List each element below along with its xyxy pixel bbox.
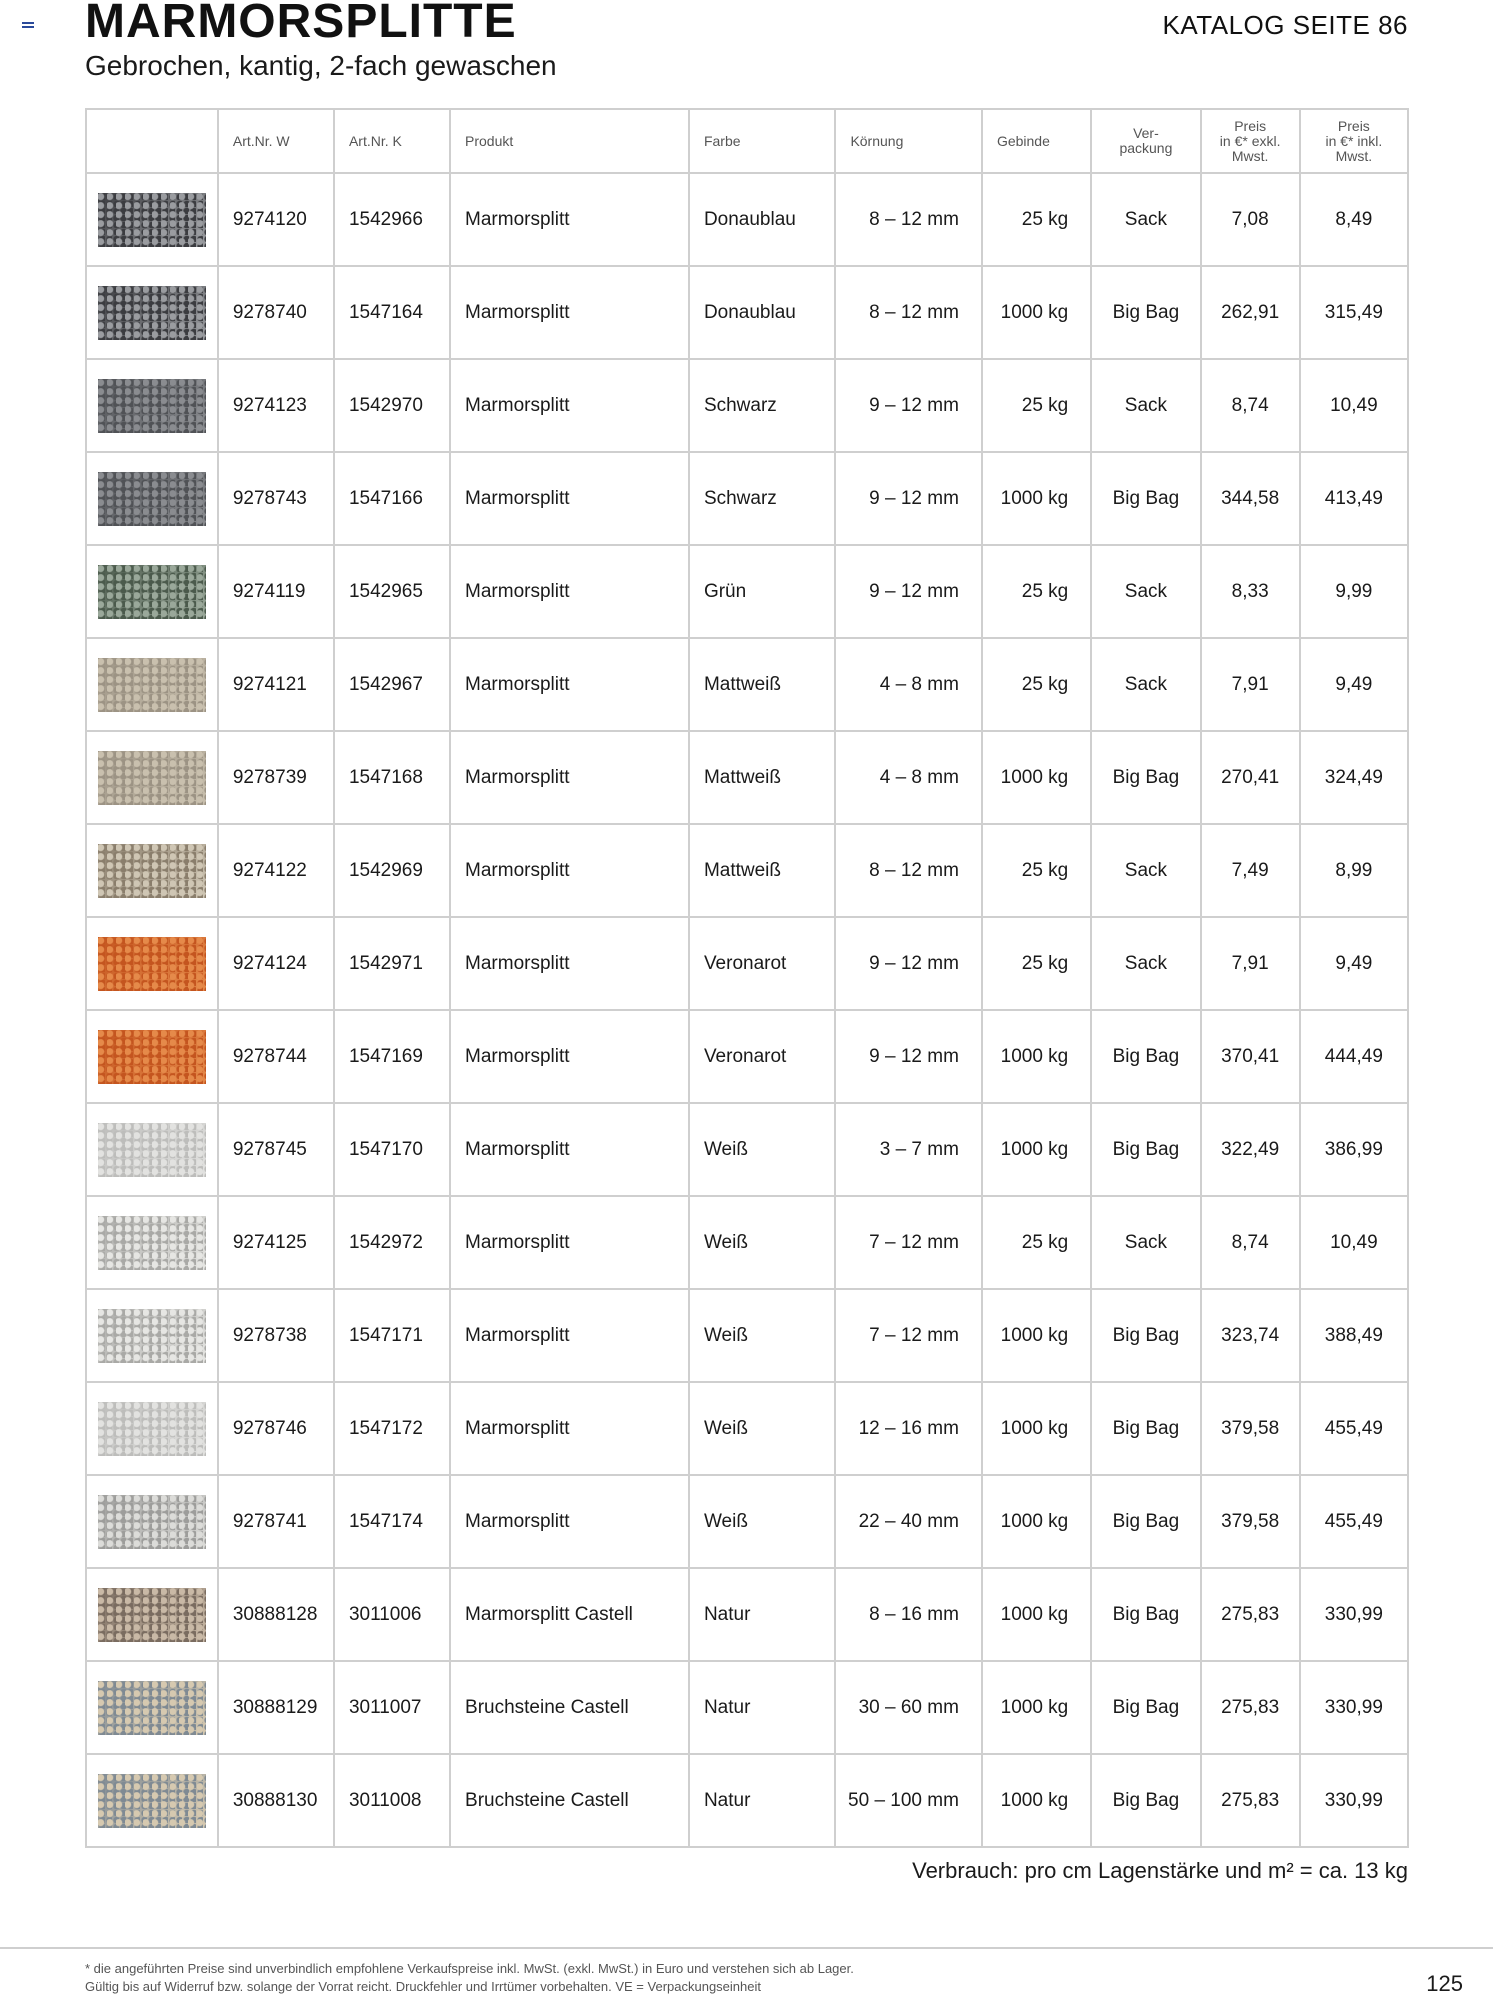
farbe-cell: Schwarz [689, 452, 836, 545]
table-header-row [86, 109, 1408, 173]
preis-inkl-cell: 455,49 [1300, 1475, 1408, 1568]
schwarz-stone-image [98, 472, 206, 526]
art-nr-k-cell: 1547171 [334, 1289, 450, 1382]
art-nr-k-cell: 1542967 [334, 638, 450, 731]
consumption-note: Verbrauch: pro cm Lagenstärke und m² = ca. 13 kg [912, 1858, 1408, 1883]
table-row [86, 1382, 1408, 1475]
table-row [86, 545, 1408, 638]
preis-exkl-cell: 7,91 [1201, 917, 1300, 1010]
art-nr-k-cell: 3011008 [334, 1754, 450, 1847]
art-nr-w-cell: 30888130 [218, 1754, 334, 1847]
produkt-cell: Marmorsplitt [450, 452, 689, 545]
preis-inkl-cell: 8,49 [1300, 173, 1408, 266]
preis-exkl-cell: 7,91 [1201, 638, 1300, 731]
product-image-cell [86, 1010, 218, 1103]
preis-exkl-cell: 344,58 [1201, 452, 1300, 545]
gebinde-cell: 1000 kg [982, 1382, 1091, 1475]
header-verpackung: Ver- packung [1091, 109, 1200, 173]
koernung-cell: 7 – 12 mm [835, 1289, 982, 1382]
table-row [86, 1289, 1408, 1382]
page-title: MARMORSPLITTE [85, 0, 517, 48]
farbe-cell: Mattweiß [689, 638, 836, 731]
gebinde-cell: 1000 kg [982, 1010, 1091, 1103]
koernung-cell: 8 – 16 mm [835, 1568, 982, 1661]
table-row [86, 1661, 1408, 1754]
farbe-cell: Mattweiß [689, 731, 836, 824]
gebinde-cell: 25 kg [982, 917, 1091, 1010]
schwarz-stone-image [98, 379, 206, 433]
art-nr-w-cell: 9278744 [218, 1010, 334, 1103]
table-row [86, 824, 1408, 917]
produkt-cell: Marmorsplitt [450, 545, 689, 638]
verpackung-cell: Big Bag [1091, 1475, 1200, 1568]
donaublau-stone-image [98, 286, 206, 340]
produkt-cell: Marmorsplitt [450, 266, 689, 359]
koernung-cell: 50 – 100 mm [835, 1754, 982, 1847]
koernung-cell: 7 – 12 mm [835, 1196, 982, 1289]
verpackung-cell: Sack [1091, 824, 1200, 917]
verpackung-cell: Sack [1091, 917, 1200, 1010]
verpackung-cell: Sack [1091, 545, 1200, 638]
art-nr-k-cell: 1542969 [334, 824, 450, 917]
koernung-cell: 9 – 12 mm [835, 917, 982, 1010]
verpackung-cell: Big Bag [1091, 1661, 1200, 1754]
product-image-cell [86, 1382, 218, 1475]
preis-exkl-cell: 262,91 [1201, 266, 1300, 359]
farbe-cell: Natur [689, 1754, 836, 1847]
art-nr-k-cell: 1542971 [334, 917, 450, 1010]
veronarot-stone-image [98, 937, 206, 991]
product-image-cell [86, 1568, 218, 1661]
art-nr-w-cell: 9274125 [218, 1196, 334, 1289]
gebinde-cell: 25 kg [982, 173, 1091, 266]
product-image-cell [86, 731, 218, 824]
art-nr-w-cell: 30888129 [218, 1661, 334, 1754]
art-nr-k-cell: 1547166 [334, 452, 450, 545]
product-image-cell [86, 824, 218, 917]
product-image-cell [86, 1475, 218, 1568]
art-nr-w-cell: 9274119 [218, 545, 334, 638]
weiss-fine-stone-image [98, 1123, 206, 1177]
farbe-cell: Donaublau [689, 173, 836, 266]
koernung-cell: 9 – 12 mm [835, 545, 982, 638]
gebinde-cell: 1000 kg [982, 266, 1091, 359]
gebinde-cell: 1000 kg [982, 1568, 1091, 1661]
header-preis-inkl: Preis in €* inkl. Mwst. [1300, 109, 1408, 173]
product-image-cell [86, 1196, 218, 1289]
footnote-line-2: Gültig bis auf Widerruf bzw. solange der Vorrat reicht. Druckfehler und Irrtümer vorbehalten. VE = Verpackungseinheit [85, 1979, 761, 1994]
koernung-cell: 9 – 12 mm [835, 452, 982, 545]
art-nr-k-cell: 1547164 [334, 266, 450, 359]
preis-exkl-cell: 270,41 [1201, 731, 1300, 824]
product-image-cell [86, 1103, 218, 1196]
preis-exkl-cell: 379,58 [1201, 1475, 1300, 1568]
gebinde-cell: 1000 kg [982, 1103, 1091, 1196]
table-body [86, 173, 1408, 1847]
gebinde-cell: 25 kg [982, 1196, 1091, 1289]
koernung-cell: 12 – 16 mm [835, 1382, 982, 1475]
preis-exkl-cell: 275,83 [1201, 1568, 1300, 1661]
preis-exkl-cell: 275,83 [1201, 1661, 1300, 1754]
gebinde-cell: 25 kg [982, 359, 1091, 452]
koernung-cell: 8 – 12 mm [835, 266, 982, 359]
koernung-cell: 3 – 7 mm [835, 1103, 982, 1196]
mattweiss-stone-image [98, 751, 206, 805]
produkt-cell: Marmorsplitt [450, 1382, 689, 1475]
preis-inkl-cell: 8,99 [1300, 824, 1408, 917]
art-nr-k-cell: 1547170 [334, 1103, 450, 1196]
gebinde-cell: 25 kg [982, 638, 1091, 731]
art-nr-w-cell: 9278740 [218, 266, 334, 359]
table-row [86, 638, 1408, 731]
table-row [86, 917, 1408, 1010]
table-row [86, 1475, 1408, 1568]
gebinde-cell: 25 kg [982, 545, 1091, 638]
farbe-cell: Schwarz [689, 359, 836, 452]
produkt-cell: Marmorsplitt [450, 1103, 689, 1196]
table-row [86, 1103, 1408, 1196]
verpackung-cell: Big Bag [1091, 452, 1200, 545]
produkt-cell: Marmorsplitt [450, 359, 689, 452]
preis-inkl-cell: 9,99 [1300, 545, 1408, 638]
product-image-cell [86, 545, 218, 638]
produkt-cell: Marmorsplitt [450, 173, 689, 266]
art-nr-w-cell: 9278743 [218, 452, 334, 545]
verpackung-cell: Sack [1091, 638, 1200, 731]
farbe-cell: Veronarot [689, 1010, 836, 1103]
produkt-cell: Bruchsteine Castell [450, 1754, 689, 1847]
table-row [86, 359, 1408, 452]
header-koernung: Körnung [835, 109, 982, 173]
art-nr-w-cell: 9274122 [218, 824, 334, 917]
verpackung-cell: Big Bag [1091, 1568, 1200, 1661]
preis-exkl-cell: 7,49 [1201, 824, 1300, 917]
product-image-cell [86, 638, 218, 731]
bruchstein-stone-image [98, 1681, 206, 1735]
verpackung-cell: Big Bag [1091, 1010, 1200, 1103]
art-nr-k-cell: 3011006 [334, 1568, 450, 1661]
preis-inkl-cell: 10,49 [1300, 1196, 1408, 1289]
verpackung-cell: Big Bag [1091, 1289, 1200, 1382]
table-row [86, 173, 1408, 266]
product-image-cell [86, 173, 218, 266]
gebinde-cell: 1000 kg [982, 452, 1091, 545]
koernung-cell: 4 – 8 mm [835, 731, 982, 824]
table-row [86, 1196, 1408, 1289]
produkt-cell: Marmorsplitt [450, 1475, 689, 1568]
produkt-cell: Marmorsplitt [450, 731, 689, 824]
verpackung-cell: Big Bag [1091, 266, 1200, 359]
art-nr-w-cell: 9274124 [218, 917, 334, 1010]
koernung-cell: 4 – 8 mm [835, 638, 982, 731]
header-image [86, 109, 218, 173]
castell-stone-image [98, 1588, 206, 1642]
preis-inkl-cell: 413,49 [1300, 452, 1408, 545]
art-nr-k-cell: 1547174 [334, 1475, 450, 1568]
donaublau-stone-image [98, 193, 206, 247]
koernung-cell: 9 – 12 mm [835, 1010, 982, 1103]
mattweiss-coarse-stone-image [98, 844, 206, 898]
table-row [86, 731, 1408, 824]
page-number: 125 [1426, 1971, 1463, 1996]
art-nr-k-cell: 1547172 [334, 1382, 450, 1475]
product-table [85, 108, 1409, 1848]
farbe-cell: Natur [689, 1568, 836, 1661]
table-row [86, 266, 1408, 359]
preis-exkl-cell: 7,08 [1201, 173, 1300, 266]
verpackung-cell: Sack [1091, 1196, 1200, 1289]
farbe-cell: Grün [689, 545, 836, 638]
header-art-nr-w: Art.Nr. W [218, 109, 334, 173]
preis-inkl-cell: 330,99 [1300, 1754, 1408, 1847]
footer-divider [0, 1947, 1493, 1949]
bruchstein-stone-image [98, 1774, 206, 1828]
product-image-cell [86, 452, 218, 545]
footnote-line-1: * die angeführten Preise sind unverbindlich empfohlene Verkaufspreise inkl. MwSt. (exkl. MwSt.) in Euro und verstehen sich ab Lager. [85, 1961, 854, 1976]
farbe-cell: Weiß [689, 1382, 836, 1475]
header-art-nr-k: Art.Nr. K [334, 109, 450, 173]
art-nr-w-cell: 9278738 [218, 1289, 334, 1382]
table-row [86, 452, 1408, 545]
veronarot-stone-image [98, 1030, 206, 1084]
art-nr-k-cell: 1547168 [334, 731, 450, 824]
preis-inkl-cell: 388,49 [1300, 1289, 1408, 1382]
catalog-page-reference: KATALOG SEITE 86 [1162, 10, 1408, 40]
preis-exkl-cell: 8,33 [1201, 545, 1300, 638]
produkt-cell: Marmorsplitt [450, 1010, 689, 1103]
art-nr-w-cell: 9278741 [218, 1475, 334, 1568]
produkt-cell: Marmorsplitt [450, 824, 689, 917]
verpackung-cell: Sack [1091, 173, 1200, 266]
preis-inkl-cell: 330,99 [1300, 1661, 1408, 1754]
preis-exkl-cell: 8,74 [1201, 1196, 1300, 1289]
farbe-cell: Weiß [689, 1475, 836, 1568]
weiss-stone-image [98, 1216, 206, 1270]
product-image-cell [86, 266, 218, 359]
verpackung-cell: Big Bag [1091, 1103, 1200, 1196]
koernung-cell: 8 – 12 mm [835, 824, 982, 917]
koernung-cell: 9 – 12 mm [835, 359, 982, 452]
preis-exkl-cell: 370,41 [1201, 1010, 1300, 1103]
mattweiss-stone-image [98, 658, 206, 712]
produkt-cell: Marmorsplitt [450, 1196, 689, 1289]
produkt-cell: Marmorsplitt Castell [450, 1568, 689, 1661]
weiss-stone-image [98, 1309, 206, 1363]
art-nr-k-cell: 1542966 [334, 173, 450, 266]
gebinde-cell: 25 kg [982, 824, 1091, 917]
koernung-cell: 22 – 40 mm [835, 1475, 982, 1568]
farbe-cell: Weiß [689, 1196, 836, 1289]
farbe-cell: Donaublau [689, 266, 836, 359]
header-gebinde: Gebinde [982, 109, 1091, 173]
art-nr-k-cell: 1542965 [334, 545, 450, 638]
gebinde-cell: 1000 kg [982, 731, 1091, 824]
gebinde-cell: 1000 kg [982, 1475, 1091, 1568]
preis-inkl-cell: 9,49 [1300, 917, 1408, 1010]
art-nr-k-cell: 3011007 [334, 1661, 450, 1754]
verpackung-cell: Sack [1091, 359, 1200, 452]
menu-icon[interactable] [22, 22, 34, 30]
product-image-cell [86, 1754, 218, 1847]
art-nr-k-cell: 1547169 [334, 1010, 450, 1103]
art-nr-k-cell: 1542970 [334, 359, 450, 452]
koernung-cell: 8 – 12 mm [835, 173, 982, 266]
produkt-cell: Marmorsplitt [450, 638, 689, 731]
preis-inkl-cell: 330,99 [1300, 1568, 1408, 1661]
art-nr-w-cell: 9278739 [218, 731, 334, 824]
footnote [85, 1960, 1285, 1996]
table-row [86, 1754, 1408, 1847]
header-produkt: Produkt [450, 109, 689, 173]
preis-inkl-cell: 386,99 [1300, 1103, 1408, 1196]
table-row [86, 1010, 1408, 1103]
art-nr-w-cell: 9278745 [218, 1103, 334, 1196]
preis-inkl-cell: 455,49 [1300, 1382, 1408, 1475]
table-row [86, 1568, 1408, 1661]
header-preis-exkl: Preis in €* exkl. Mwst. [1201, 109, 1300, 173]
preis-inkl-cell: 324,49 [1300, 731, 1408, 824]
page-subtitle: Gebrochen, kantig, 2-fach gewaschen [85, 50, 557, 81]
preis-exkl-cell: 322,49 [1201, 1103, 1300, 1196]
verpackung-cell: Big Bag [1091, 731, 1200, 824]
preis-inkl-cell: 10,49 [1300, 359, 1408, 452]
farbe-cell: Mattweiß [689, 824, 836, 917]
product-image-cell [86, 359, 218, 452]
preis-inkl-cell: 315,49 [1300, 266, 1408, 359]
preis-exkl-cell: 379,58 [1201, 1382, 1300, 1475]
weiss-fine-stone-image [98, 1402, 206, 1456]
produkt-cell: Marmorsplitt [450, 917, 689, 1010]
art-nr-w-cell: 30888128 [218, 1568, 334, 1661]
preis-inkl-cell: 9,49 [1300, 638, 1408, 731]
weiss-coarse-stone-image [98, 1495, 206, 1549]
art-nr-w-cell: 9274120 [218, 173, 334, 266]
produkt-cell: Marmorsplitt [450, 1289, 689, 1382]
gebinde-cell: 1000 kg [982, 1289, 1091, 1382]
gruen-stone-image [98, 565, 206, 619]
farbe-cell: Weiß [689, 1103, 836, 1196]
preis-inkl-cell: 444,49 [1300, 1010, 1408, 1103]
preis-exkl-cell: 275,83 [1201, 1754, 1300, 1847]
art-nr-w-cell: 9278746 [218, 1382, 334, 1475]
verpackung-cell: Big Bag [1091, 1382, 1200, 1475]
preis-exkl-cell: 323,74 [1201, 1289, 1300, 1382]
product-image-cell [86, 1661, 218, 1754]
header-farbe: Farbe [689, 109, 836, 173]
gebinde-cell: 1000 kg [982, 1661, 1091, 1754]
koernung-cell: 30 – 60 mm [835, 1661, 982, 1754]
preis-exkl-cell: 8,74 [1201, 359, 1300, 452]
product-image-cell [86, 917, 218, 1010]
farbe-cell: Natur [689, 1661, 836, 1754]
art-nr-w-cell: 9274123 [218, 359, 334, 452]
produkt-cell: Bruchsteine Castell [450, 1661, 689, 1754]
gebinde-cell: 1000 kg [982, 1754, 1091, 1847]
verpackung-cell: Big Bag [1091, 1754, 1200, 1847]
farbe-cell: Veronarot [689, 917, 836, 1010]
art-nr-w-cell: 9274121 [218, 638, 334, 731]
art-nr-k-cell: 1542972 [334, 1196, 450, 1289]
farbe-cell: Weiß [689, 1289, 836, 1382]
product-image-cell [86, 1289, 218, 1382]
